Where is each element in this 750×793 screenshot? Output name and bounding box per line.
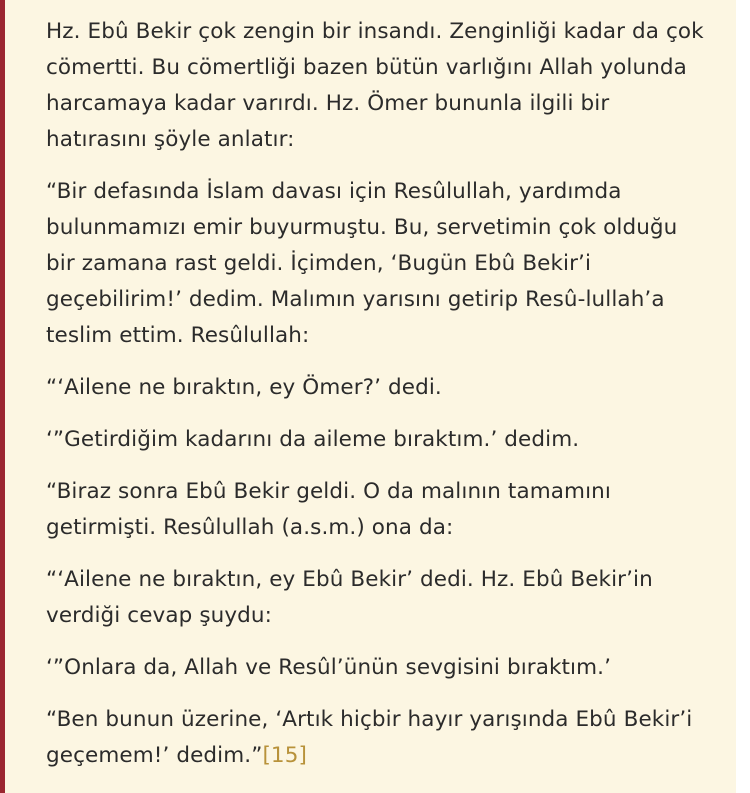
paragraph-question-ebu-bekir: “‘Ailene ne bıraktın, ey Ebû Bekir’ dedi. Hz. Ebû Bekir’in verdiği cevap şuydu: xyxy=(46,567,653,628)
paragraph-answer-ebu-bekir: ‘”Onlara da, Allah ve Resûl’ünün sevgisini bıraktım.’ xyxy=(46,655,612,680)
paragraph-intro: Hz. Ebû Bekir çok zengin bir insandı. Zenginliği kadar da çok cömertti. Bu cömertliği bazen bütün varlığını Allah yolunda harcamaya kadar varırdı. Hz. Ömer bununla ilgili bir hatırasını şöyle anlatır: xyxy=(46,19,704,152)
paragraph-ebu-bekir-arrives: “Biraz sonra Ebû Bekir geldi. O da malının tamamını getirmişti. Resûlullah (a.s.m.) ona da: xyxy=(46,479,611,540)
footnote-link[interactable]: [15] xyxy=(262,743,307,768)
article-body xyxy=(46,14,706,790)
paragraph-conclusion-text: “Ben bunun üzerine, ‘Artık hiçbir hayır yarışında Ebû Bekir’i geçemem!’ dedim.” xyxy=(46,707,693,768)
left-border-accent xyxy=(0,0,5,793)
paragraph-answer-omer: ‘”Getirdiğim kadarını da aileme bıraktım.’ dedim. xyxy=(46,427,580,452)
paragraph-omer-story: “Bir defasında İslam davası için Resûlullah, yardımda bulunmamızı emir buyurmuştu. Bu, servetimin çok olduğu bir zamana rast geldi. İçimden, ‘Bugün Ebû Bekir’i geçebilirim!’ dedim. Malımın yarısını getirip Resû-lullah’a teslim ettim. Resûlullah: xyxy=(46,179,678,348)
right-gutter xyxy=(736,0,750,793)
paragraph-question-omer: “‘Ailene ne bıraktın, ey Ömer?’ dedi. xyxy=(46,375,442,400)
paragraph-conclusion xyxy=(46,702,706,774)
